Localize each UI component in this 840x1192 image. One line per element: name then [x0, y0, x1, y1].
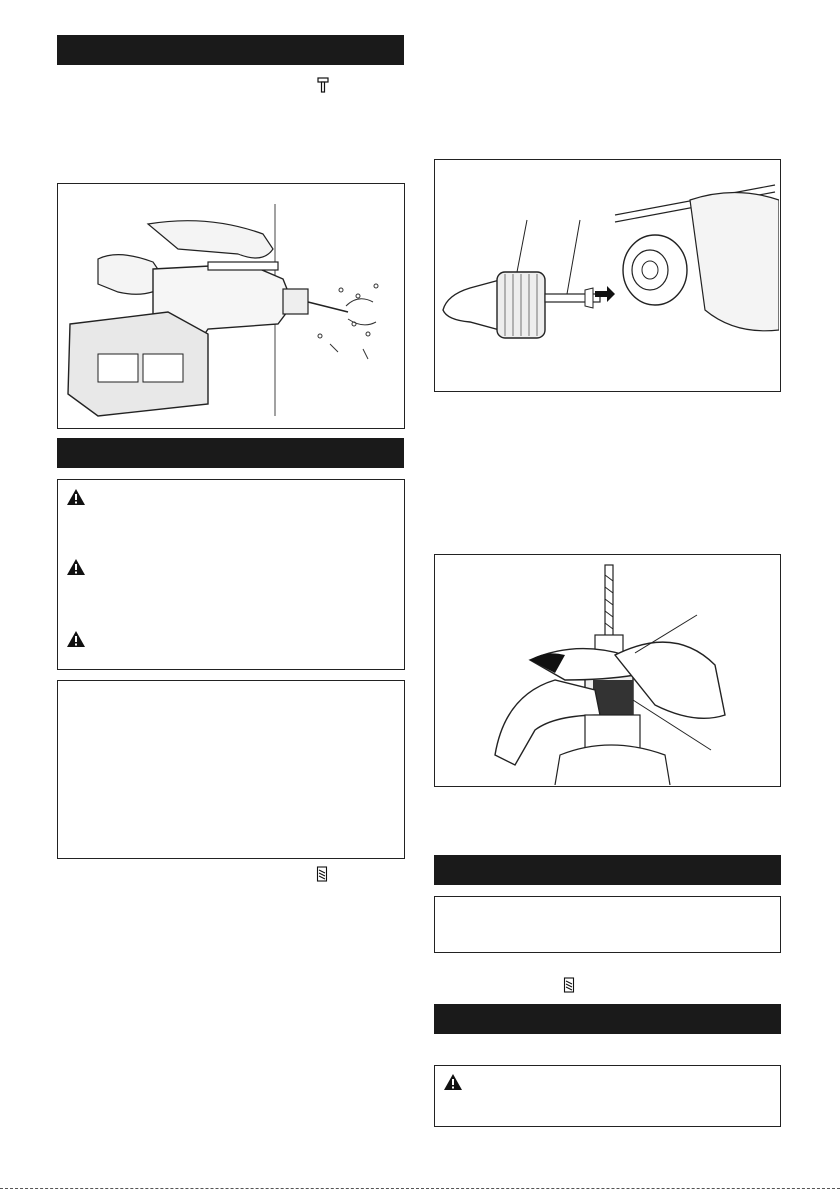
warning-triangle-icon [443, 1073, 463, 1091]
section-header-bar-1 [57, 35, 404, 65]
warning-box [57, 479, 405, 670]
notice-box-2 [434, 896, 781, 953]
rotation-hammer-icon [563, 977, 575, 993]
section-header-bar-3 [434, 855, 781, 885]
section-header-bar-2 [57, 438, 404, 468]
notice-box [57, 680, 405, 859]
rotation-hammer-icon [316, 866, 328, 882]
warning-triangle-icon [66, 630, 86, 648]
page-bottom-rule [0, 1188, 840, 1189]
figure-keyless-chuck-install [434, 159, 781, 392]
warning-triangle-icon [66, 488, 86, 506]
figure-chiseling [57, 183, 405, 429]
section-header-bar-4 [434, 1004, 781, 1034]
warning-box-2 [434, 1065, 781, 1127]
hammer-icon [317, 77, 329, 93]
figure-chuck-bit-insert [434, 554, 781, 787]
warning-triangle-icon [66, 558, 86, 576]
